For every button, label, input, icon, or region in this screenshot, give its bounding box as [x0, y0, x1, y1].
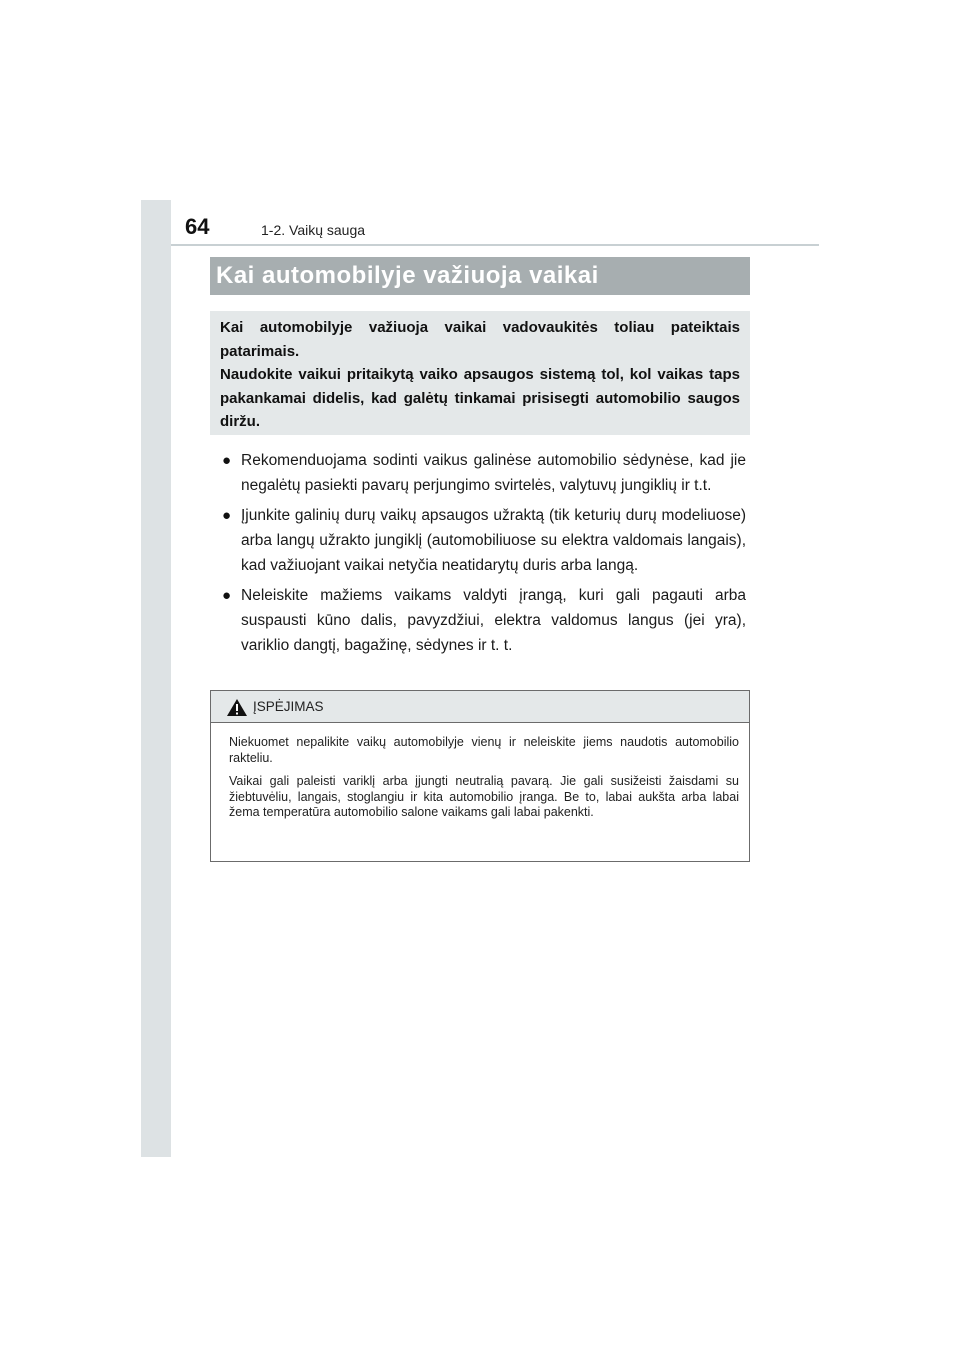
- list-item: [222, 503, 746, 578]
- header-divider: [171, 244, 819, 246]
- bullet-marker: ●: [222, 507, 232, 524]
- bullet-text: Rekomenduojama sodinti vaikus galinėse automobilio sėdynėse, kad jie negalėtų pasiekti pavarų perjungimo svirtelės, valytuvų jungiklių ir t.t.: [241, 452, 746, 494]
- bullet-text: Įjunkite galinių durų vaikų apsaugos užraktą (tik keturių durų modeliuose) arba langų užrakto jungiklį (automobiliuose su elektra valdomais langais), kad važiuojant vaikai netyčia neatidarytų duris arba langą.: [241, 507, 746, 574]
- side-margin-strip: [141, 200, 171, 1157]
- page-number: 64: [185, 214, 210, 239]
- warning-paragraph: Vaikai gali paleisti variklį arba įjungti neutralią pavarą. Jie gali susižeisti žaisdami su žiebtuvėliu, langais, stoglangiu ir kita automobilio įranga. Be to, labai aukšta arba labai žema temperatūra automobilio salone vaikams gali labai pakenkti.: [229, 774, 739, 819]
- warning-header: [211, 691, 749, 723]
- warning-triangle-icon: [226, 698, 248, 722]
- warning-label: ĮSPĖJIMAS: [253, 699, 324, 714]
- bullet-marker: ●: [222, 587, 232, 604]
- bullet-marker: ●: [222, 452, 232, 469]
- intro-line-1: Kai automobilyje važiuoja vaikai vadovaukitės toliau pateiktais patarimais.: [220, 319, 740, 360]
- list-item: [222, 448, 746, 498]
- warning-body: [211, 723, 749, 821]
- warning-paragraph: Niekuomet nepalikite vaikų automobilyje vienų ir neleiskite jiems naudotis automobilio rakteliu.: [229, 735, 739, 765]
- bullet-text: Neleiskite mažiems vaikams valdyti įrangą, kuri gali pagauti arba suspausti kūno dalis, pavyzdžiui, elektra valdomus langus (jei yra), variklio dangtį, bagažinę, sėdynes ir t. t.: [241, 587, 746, 654]
- intro-line-2: Naudokite vaikui pritaikytą vaiko apsaugos sistemą tol, kol vaikas taps pakankamai didelis, kad galėtų tinkamai prisisegti automobilio saugos diržu.: [220, 366, 740, 430]
- intro-box: [210, 311, 750, 435]
- section-title: Kai automobilyje važiuoja vaikai: [210, 257, 750, 295]
- warning-box: [210, 690, 750, 862]
- bullet-list: [222, 448, 746, 663]
- list-item: [222, 583, 746, 658]
- running-head: 1-2. Vaikų sauga: [261, 222, 366, 238]
